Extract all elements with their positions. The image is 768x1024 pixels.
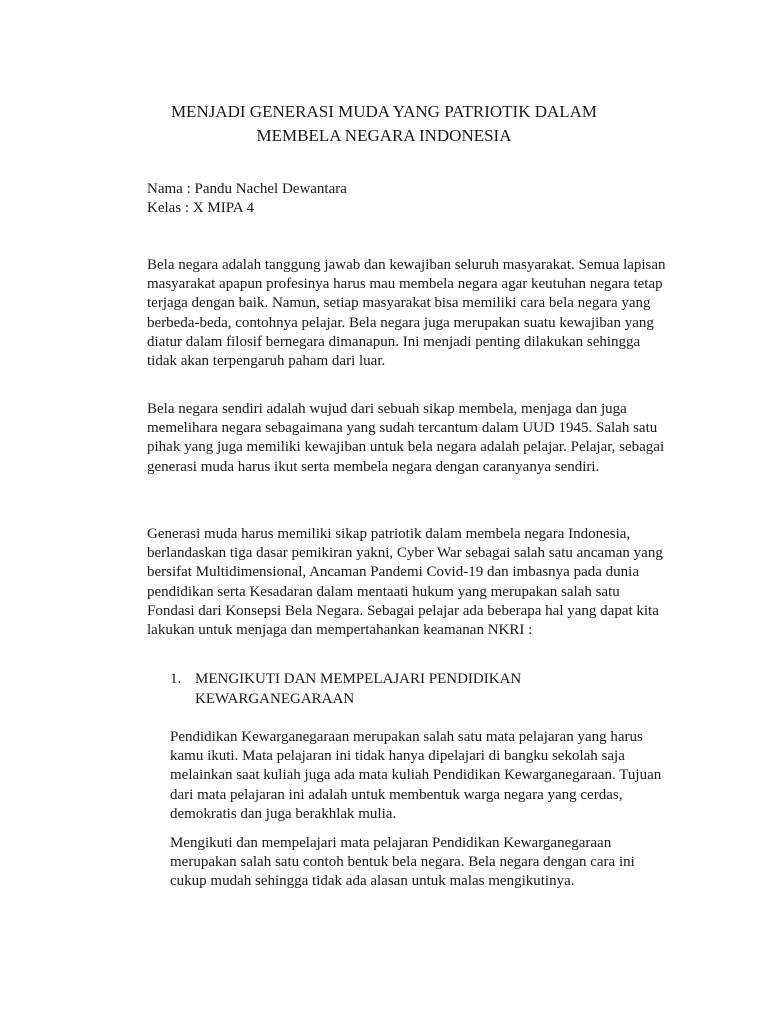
author-class: Kelas : X MIPA 4 xyxy=(147,200,254,216)
author-info xyxy=(147,180,347,218)
list-item-heading: MENGIKUTI DAN MEMPELAJARI PENDIDIKAN KEWARGANEGARAAN xyxy=(195,671,522,707)
list-item-1-paragraph-1: Pendidikan Kewarganegaraan merupakan salah satu mata pelajaran yang harus kamu ikuti. Mata pelajaran ini tidak hanya dipelajari di bangku sekolah saja melainkan saat kuliah juga ada mata kuliah Pendidikan Kewarganegaraan. Tujuan dari mata pelajaran ini adalah untuk membentuk warga negara yang cerdas, demokratis dan juga berakhlak mulia. xyxy=(170,729,662,822)
list-item-1-paragraph-2: Mengikuti dan mempelajari mata pelajaran Pendidikan Kewarganegaraan merupakan salah satu contoh bentuk bela negara. Bela negara dengan cara ini cukup mudah sehingga tidak ada alasan untuk malas mengikutinya. xyxy=(170,835,635,890)
list-item-number: 1. xyxy=(170,671,182,687)
title-line-1: MENJADI GENERASI MUDA YANG PATRIOTIK DALAM xyxy=(170,102,598,121)
paragraph-2: Bela negara sendiri adalah wujud dari sebuah sikap membela, menjaga dan juga memelihara negara sebagaimana yang sudah tercantum dalam UUD 1945. Salah satu pihak yang juga memiliki kewajiban untuk bela negara adalah pelajar. Pelajar, sebagai generasi muda harus ikut serta membela negara dengan caranyanya sendiri. xyxy=(147,401,665,475)
author-name: Nama : Pandu Nachel Dewantara xyxy=(147,181,347,197)
paragraph-3: Generasi muda harus memiliki sikap patriotik dalam membela negara Indonesia, berlandaskan tiga dasar pemikiran yakni, Cyber War sebagai salah satu ancaman yang bersifat Multidimensional, Ancaman Pandemi Covid-19 dan imbasnya pada dunia pendidikan serta Kesadaran dalam mentaati hukum yang merupakan salah satu Fondasi dari Konsepsi Bela Negara. Sebagai pelajar ada beberapa hal yang dapat kita lakukan untuk menjaga dan mempertahankan keamanan NKRI : xyxy=(147,526,663,639)
list-item-1 xyxy=(170,670,670,709)
document-title xyxy=(120,100,648,148)
paragraph-1: Bela negara adalah tanggung jawab dan kewajiban seluruh masyarakat. Semua lapisan masyarakat apapun profesinya harus mau membela negara agar keutuhan negara tetap terjaga dengan baik. Namun, setiap masyarakat bisa memiliki cara bela negara yang berbeda-beda, contohnya pelajar. Bela negara juga merupakan suatu kewajiban yang diatur dalam filosif bernegara dimanapun. Ini menjadi penting dilakukan sehingga tidak akan terpengaruh paham dari luar. xyxy=(147,257,666,370)
title-line-2: MEMBELA NEGARA INDONESIA xyxy=(256,126,512,145)
